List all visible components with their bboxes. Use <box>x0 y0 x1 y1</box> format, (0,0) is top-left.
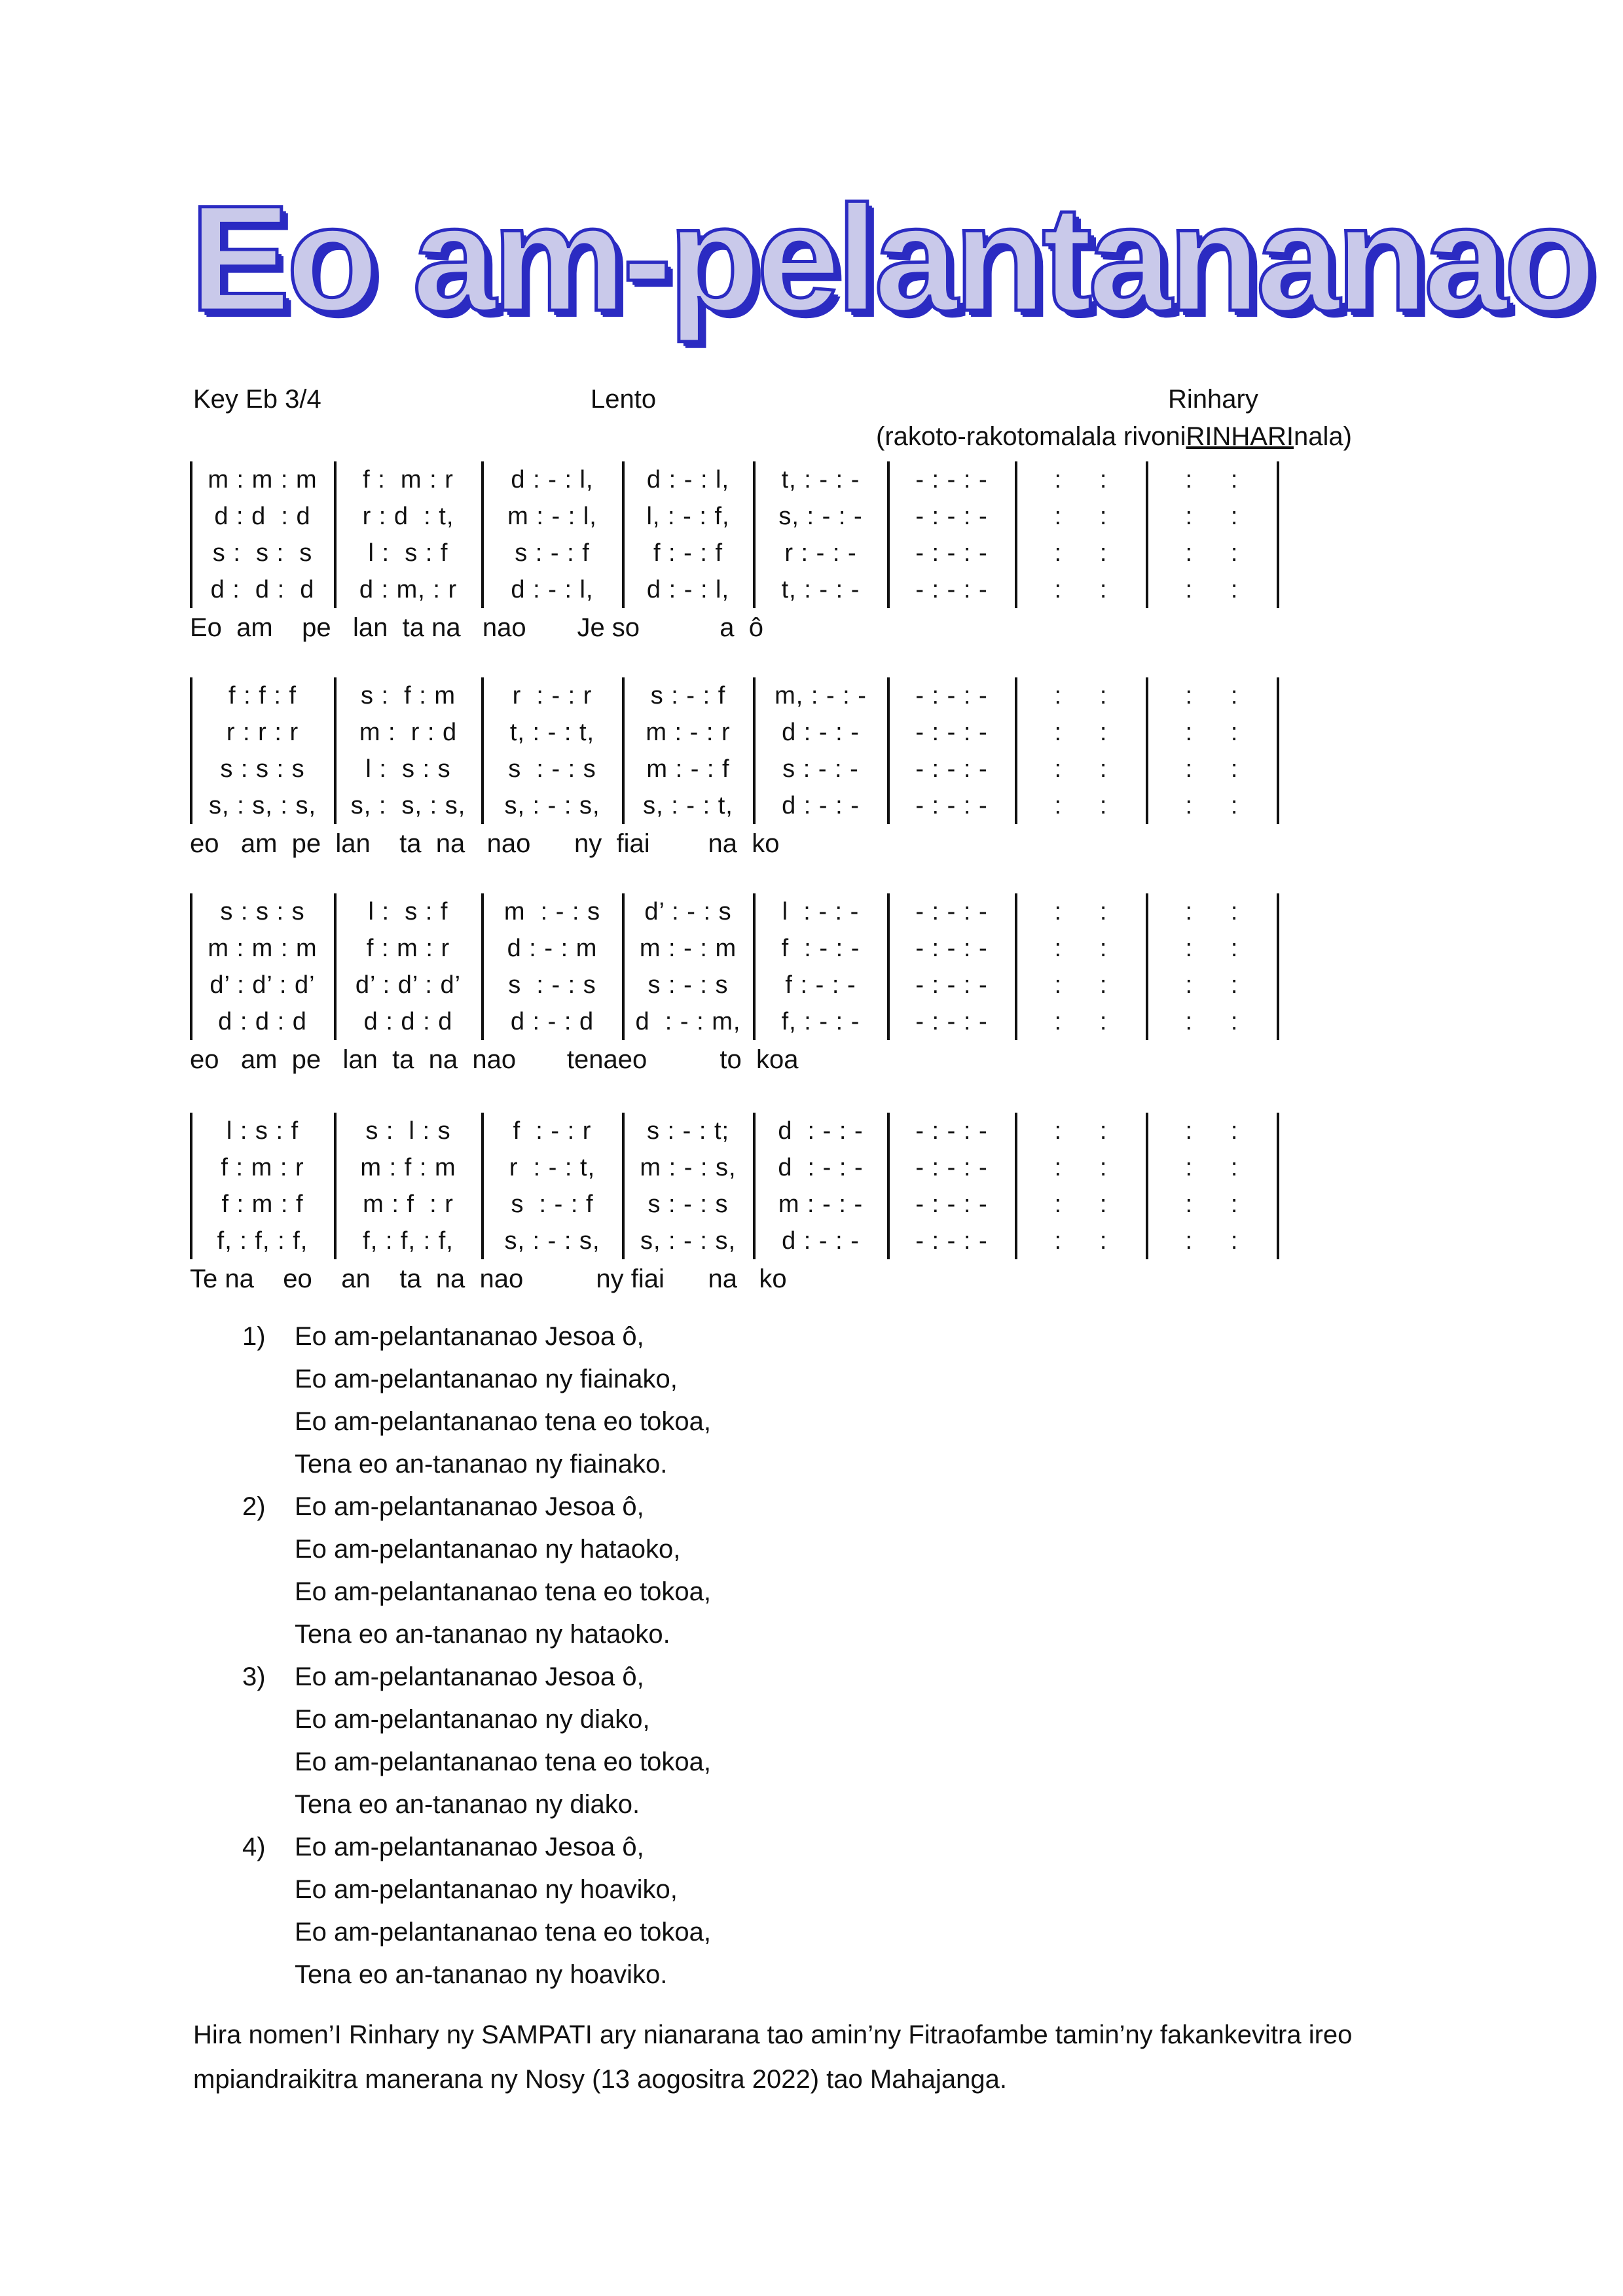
composer-note-suffix: nala) <box>1293 422 1352 451</box>
voice-row <box>190 1113 1303 1149</box>
measure-cell: : : <box>1054 539 1108 567</box>
measure-cell: s, : - : s, <box>504 792 600 819</box>
measure-cell: s, : - : s, <box>640 1227 737 1255</box>
measure-cell: s : - : - <box>782 755 859 783</box>
measure-cell: r : - : t, <box>509 1154 596 1181</box>
verse-text: Eo am-pelantananao tena eo tokoa, <box>295 1577 712 1606</box>
lyrics-line: Eo am pe lan ta na nao Je so a ô <box>190 613 764 642</box>
measure-cell: d : d : d <box>210 576 315 603</box>
verse-text: Tena eo an-tananao ny hoaviko. <box>295 1960 668 1989</box>
measure-cell: s : s : s <box>212 539 313 567</box>
measure-cell: d : - : - <box>782 792 860 819</box>
measure-cell: - : - : - <box>915 539 988 567</box>
composer-note <box>876 422 1352 452</box>
measure-cell: s : s : s <box>220 755 305 783</box>
measure-cell: d : d : d <box>214 503 311 530</box>
measure-cell: - : - : - <box>915 935 988 962</box>
measure-cell: : : <box>1054 792 1108 819</box>
measure-cell: - : - : - <box>915 1227 988 1255</box>
measure-cell: d : - : l, <box>511 466 594 493</box>
verse-text: Eo am-pelantananao ny fiainako, <box>295 1365 678 1393</box>
measure-cell: d : - : d <box>510 1008 594 1035</box>
measure-cell: : : <box>1185 755 1239 783</box>
measure-cell: : : <box>1054 755 1108 783</box>
measure-cell: d : - : l, <box>646 466 730 493</box>
measure-cell: : : <box>1185 1227 1239 1255</box>
measure-cell: : : <box>1054 1154 1108 1181</box>
measure-cell: - : - : - <box>915 1154 988 1181</box>
measure-cell: : : <box>1185 971 1239 999</box>
measure-cell: d : - : m, <box>635 1008 741 1035</box>
measure-cell: m : - : s <box>503 898 601 925</box>
verse-text: Eo am-pelantananao tena eo tokoa, <box>295 1918 712 1946</box>
verse-text: Eo am-pelantananao Jesoa ô, <box>295 1492 644 1521</box>
measure-cell: d : d : d <box>218 1008 307 1035</box>
lyrics-line: eo am pe lan ta na nao tenaeo to koa <box>190 1045 799 1074</box>
measure-cell: f : m : r <box>221 1154 304 1181</box>
measure-cell: s, : - : - <box>778 503 863 530</box>
measure-cell: d’ : - : s <box>644 898 732 925</box>
composer-note-prefix: (rakoto-rakotomalala rivoni <box>876 422 1186 451</box>
measure-cell: f, : f, : f, <box>217 1227 308 1255</box>
measure-cell: - : - : - <box>915 682 988 709</box>
verse-text: Eo am-pelantananao tena eo tokoa, <box>295 1748 712 1776</box>
measure-cell: l : s : f <box>368 898 448 925</box>
measure-cell: f : - : f <box>653 539 723 567</box>
measure-cell: s, : s, : s, <box>208 792 317 819</box>
measure-cell: d : - : l, <box>646 576 730 603</box>
measure-cell: : : <box>1185 682 1239 709</box>
measure-cell: s, : - : s, <box>504 1227 600 1255</box>
measure-cell: l : s : f <box>368 539 448 567</box>
measure-cell: f : - : r <box>513 1117 592 1145</box>
measure-cell: : : <box>1054 1008 1108 1035</box>
measure-cell: f : m : r <box>363 466 454 493</box>
measure-cell: r : r : r <box>226 719 299 746</box>
measure-cell: s : - : f <box>511 1191 594 1218</box>
measure-cell: : : <box>1054 1117 1108 1145</box>
verse-text: Eo am-pelantananao ny hataoko, <box>295 1535 681 1564</box>
measure-cell: : : <box>1185 1117 1239 1145</box>
measure-cell: r : - : - <box>784 539 857 567</box>
lyrics-line: eo am pe lan ta na nao ny fiai na ko <box>190 829 780 858</box>
measure-cell: : : <box>1185 503 1239 530</box>
measure-cell: d : - : - <box>778 1154 864 1181</box>
measure-cell: s : - : s <box>647 1191 729 1218</box>
measure-cell: m, : - : - <box>775 682 867 709</box>
measure-cell: - : - : - <box>915 1008 988 1035</box>
voice-row <box>190 498 1303 535</box>
measure-cell: f : f : f <box>228 682 297 709</box>
measure-cell: : : <box>1185 1008 1239 1035</box>
measure-cell: d : - : - <box>782 719 860 746</box>
measure-cell: - : - : - <box>915 1191 988 1218</box>
verse-number: 1) <box>242 1322 266 1351</box>
measure-cell: : : <box>1185 539 1239 567</box>
voice-row <box>190 1223 1303 1259</box>
voice-row <box>190 1186 1303 1223</box>
measure-cell: : : <box>1185 1154 1239 1181</box>
measure-cell: - : - : - <box>915 755 988 783</box>
verse-text: Eo am-pelantananao tena eo tokoa, <box>295 1407 712 1436</box>
measure-cell: - : - : - <box>915 898 988 925</box>
song-title: Eo am-pelantananao <box>190 174 1592 342</box>
measure-cell: s : s : s <box>220 898 305 925</box>
measure-cell: s : - : f <box>515 539 590 567</box>
verse-text: Eo am-pelantananao Jesoa ô, <box>295 1662 644 1691</box>
measure-cell: : : <box>1054 1191 1108 1218</box>
voice-row <box>190 751 1303 787</box>
measure-cell: l : - : - <box>782 898 860 925</box>
measure-cell: r : d : t, <box>362 503 454 530</box>
measure-cell: r : - : r <box>512 682 593 709</box>
measure-cell: d : - : l, <box>511 576 594 603</box>
verse-text: Tena eo an-tananao ny diako. <box>295 1790 640 1819</box>
measure-cell: m : - : s, <box>640 1154 737 1181</box>
voice-row <box>190 1149 1303 1186</box>
measure-cell: s : - : s <box>508 971 596 999</box>
measure-cell: : : <box>1054 971 1108 999</box>
lyrics-line: Te na eo an ta na nao ny fiai na ko <box>190 1265 787 1293</box>
measure-cell: : : <box>1054 1227 1108 1255</box>
measure-cell: t, : - : - <box>781 466 860 493</box>
voice-row <box>190 893 1303 930</box>
measure-cell: s : f : m <box>360 682 456 709</box>
verse-text: Tena eo an-tananao ny fiainako. <box>295 1450 668 1479</box>
verse-number: 3) <box>242 1662 266 1691</box>
voice-row <box>190 535 1303 571</box>
measure-cell: : : <box>1054 503 1108 530</box>
voice-row <box>190 714 1303 751</box>
measure-cell: s : - : s <box>647 971 729 999</box>
voice-row <box>190 571 1303 608</box>
measure-cell: d : - : m <box>507 935 598 962</box>
verse-text: Eo am-pelantananao ny diako, <box>295 1705 650 1734</box>
measure-cell: t, : - : - <box>781 576 860 603</box>
voice-row <box>190 1003 1303 1040</box>
measure-cell: : : <box>1054 682 1108 709</box>
measure-cell: d : m, : r <box>359 576 458 603</box>
tempo-marking: Lento <box>591 385 657 414</box>
measure-cell: m : - : - <box>778 1191 864 1218</box>
measure-cell: : : <box>1185 576 1239 603</box>
measure-cell: d : - : - <box>778 1117 864 1145</box>
verse-text: Eo am-pelantananao Jesoa ô, <box>295 1833 644 1861</box>
measure-cell: f, : - : - <box>781 1008 860 1035</box>
verse-number: 4) <box>242 1833 266 1861</box>
measure-cell: l, : - : f, <box>646 503 730 530</box>
measure-cell: d’ : d’ : d’ <box>355 971 462 999</box>
measure-cell: : : <box>1054 719 1108 746</box>
voice-row <box>190 461 1303 498</box>
measure-cell: : : <box>1054 898 1108 925</box>
measure-cell: f : - : - <box>785 971 856 999</box>
measure-cell: m : - : l, <box>507 503 597 530</box>
voice-row <box>190 930 1303 967</box>
measure-cell: - : - : - <box>915 971 988 999</box>
measure-cell: f : - : - <box>781 935 860 962</box>
measure-cell: l : s : s <box>365 755 451 783</box>
voice-row <box>190 967 1303 1003</box>
composer-note-underlined: RINHARI <box>1186 422 1294 451</box>
verse-number: 2) <box>242 1492 266 1521</box>
measure-cell: d : - : - <box>782 1227 860 1255</box>
measure-cell: s : - : t; <box>646 1117 730 1145</box>
measure-cell: t, : - : t, <box>509 719 595 746</box>
measure-cell: : : <box>1185 719 1239 746</box>
voice-row <box>190 787 1303 824</box>
measure-cell: l : s : f <box>226 1117 299 1145</box>
measure-cell: m : - : m <box>639 935 737 962</box>
measure-cell: s, : s, : s, <box>350 792 466 819</box>
measure-cell: - : - : - <box>915 503 988 530</box>
measure-cell: m : f : m <box>360 1154 456 1181</box>
measure-cell: s : - : f <box>650 682 726 709</box>
measure-cell: - : - : - <box>915 792 988 819</box>
measure-cell: f, : f, : f, <box>363 1227 454 1255</box>
measure-cell: : : <box>1185 935 1239 962</box>
measure-cell: - : - : - <box>915 466 988 493</box>
verse-text: Eo am-pelantananao Jesoa ô, <box>295 1322 644 1351</box>
measure-cell: m : - : f <box>646 755 730 783</box>
measure-cell: m : f : r <box>363 1191 454 1218</box>
measure-cell: d’ : d’ : d’ <box>210 971 316 999</box>
verse-text: Eo am-pelantananao ny hoaviko, <box>295 1875 678 1904</box>
measure-cell: m : r : d <box>359 719 458 746</box>
measure-cell: : : <box>1054 935 1108 962</box>
measure-cell: s : - : s <box>508 755 596 783</box>
measure-cell: d : d : d <box>363 1008 453 1035</box>
measure-cell: - : - : - <box>915 719 988 746</box>
footer-note: Hira nomen’I Rinhary ny SAMPATI ary nianarana tao amin’ny Fitraofambe tamin’ny fakankevitra ireo mpiandraikitra manerana ny Nosy (13 aogositra 2022) tao Mahajanga. <box>193 2020 1353 2094</box>
measure-cell: m : m : m <box>208 466 318 493</box>
measure-cell: - : - : - <box>915 576 988 603</box>
measure-cell: s : l : s <box>365 1117 451 1145</box>
measure-cell: f : m : f <box>221 1191 304 1218</box>
measure-cell: : : <box>1054 576 1108 603</box>
measure-cell: f : m : r <box>366 935 450 962</box>
voice-row <box>190 677 1303 714</box>
measure-cell: : : <box>1185 792 1239 819</box>
measure-cell: : : <box>1185 1191 1239 1218</box>
composer-name: Rinhary <box>1168 385 1258 414</box>
measure-cell: : : <box>1185 898 1239 925</box>
measure-cell: : : <box>1185 466 1239 493</box>
measure-cell: - : - : - <box>915 1117 988 1145</box>
key-signature: Key Eb 3/4 <box>193 385 321 414</box>
measure-cell: s, : - : t, <box>643 792 733 819</box>
measure-cell: : : <box>1054 466 1108 493</box>
measure-cell: m : m : m <box>208 935 318 962</box>
verse-text: Tena eo an-tananao ny hataoko. <box>295 1620 670 1649</box>
measure-cell: m : - : r <box>646 719 731 746</box>
